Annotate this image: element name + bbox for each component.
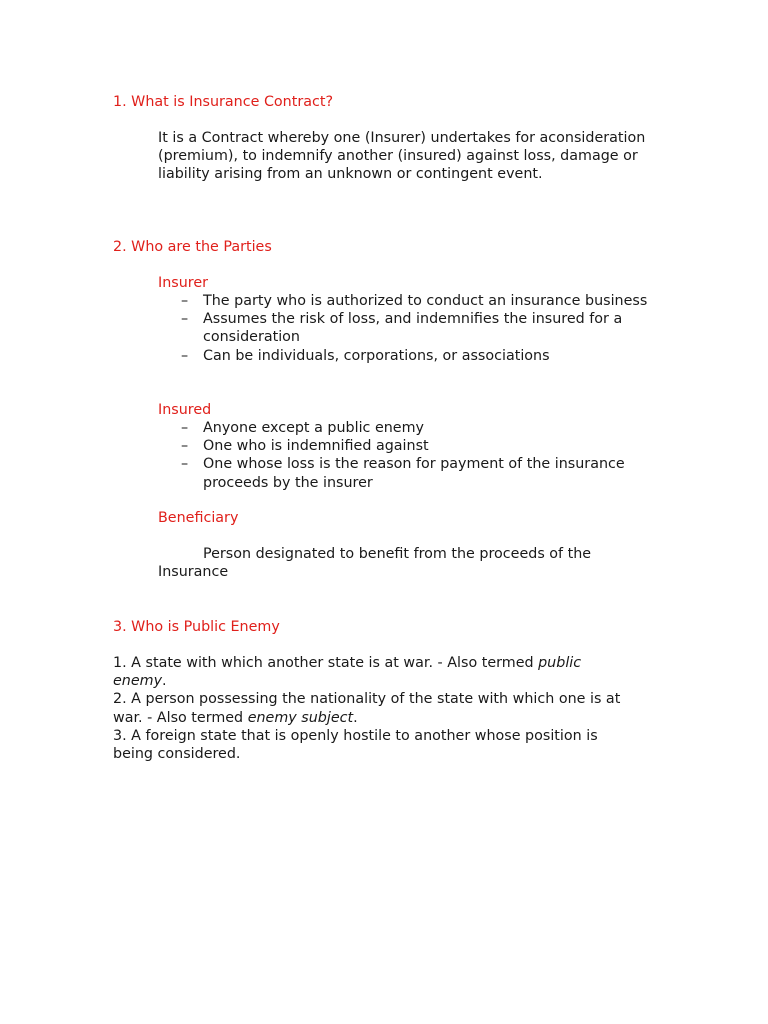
list-item-text: The party who is authorized to conduct an insurance business — [203, 293, 648, 309]
list-item — [181, 292, 671, 310]
dash-bullet: – — [181, 456, 189, 473]
list-item-text: Anyone except a public enemy — [203, 420, 424, 436]
beneficiary-definition: Person designated to benefit from the proceeds of the Insurance — [158, 546, 592, 581]
dash-bullet: – — [181, 420, 189, 436]
dash-bullet: – — [181, 347, 189, 364]
list-item-text: Can be individuals, corporations, or associations — [203, 347, 550, 364]
list-item — [181, 437, 671, 455]
heading-parties: 2. Who are the Parties — [113, 239, 272, 255]
list-item-text: One who is indemnified against — [203, 438, 429, 455]
definition-term: enemy subject — [247, 709, 354, 726]
definition-item — [113, 690, 638, 726]
definition-end: . — [162, 673, 167, 690]
definition-item — [113, 654, 638, 690]
definition-item — [113, 727, 638, 763]
heading-public-enemy: 3. Who is Public Enemy — [113, 619, 280, 635]
dash-bullet: – — [181, 438, 189, 455]
definition-end: . — [353, 709, 358, 726]
list-item-text: Assumes the risk of loss, and indemnifies the insured for a consideration — [203, 311, 623, 346]
definition-text: 1. A state with which another state is at war. - Also termed — [113, 655, 539, 671]
list-item-text: One whose loss is the reason for payment of the insurance proceeds by the insurer — [203, 456, 625, 491]
insurer-list — [181, 292, 671, 365]
dash-bullet: – — [181, 293, 189, 309]
heading-insurance-contract: 1. What is Insurance Contract? — [113, 94, 334, 110]
public-enemy-definitions — [113, 654, 638, 763]
list-item — [181, 419, 671, 437]
list-item — [181, 310, 671, 346]
definition-text: 3. A foreign state that is openly hostile to another whose position is being considered. — [113, 727, 598, 763]
subheading-beneficiary: Beneficiary — [158, 510, 239, 526]
subheading-insured: Insured — [158, 402, 212, 418]
definition-term: public enemy — [113, 655, 582, 690]
definition-text: 2. A person possessing the nationality of the state with which one is at war. - Also termed — [113, 691, 621, 726]
list-item — [181, 347, 671, 365]
dash-bullet: – — [181, 311, 189, 328]
list-item — [181, 455, 671, 491]
insurance-contract-definition: It is a Contract whereby one (Insurer) undertakes for aconsideration (premium), to indemnify another (insured) against loss, damage or liability arising from an unknown or contingent event. — [158, 130, 646, 183]
subheading-insurer: Insurer — [158, 275, 209, 291]
insured-list — [181, 419, 671, 492]
